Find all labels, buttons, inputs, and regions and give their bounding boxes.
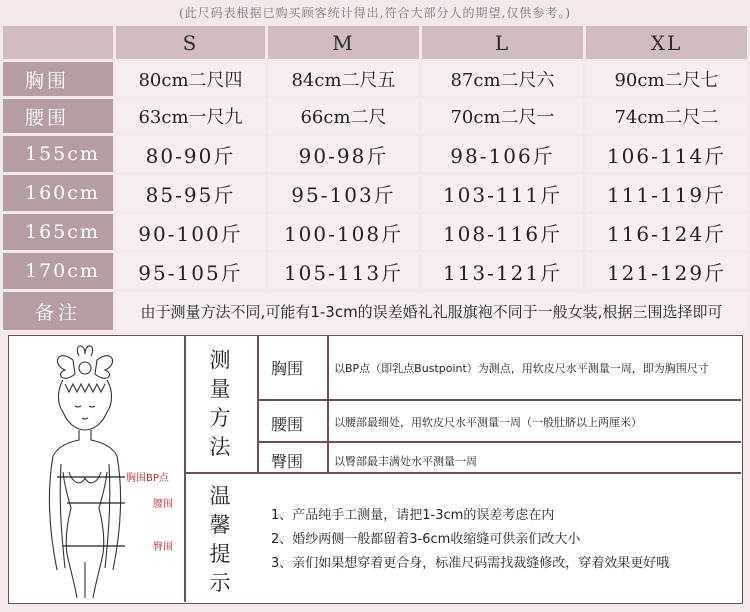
row-label-170cm: 170cm <box>3 253 113 289</box>
hip-label: 臀围 <box>153 542 173 553</box>
measure-title: 测 量 方 法 <box>209 348 231 459</box>
measure-desc-waist: 以腰部最细处，用软皮尺水平测量一周（一般肚脐以上两厘米） <box>334 416 642 429</box>
table-cell: 70cm二尺一 <box>422 99 583 133</box>
table-cell: 85-95斤 <box>116 175 265 211</box>
size-header-l: L <box>422 26 583 59</box>
measure-desc-bust: 以BP点（即乳点Bustpoint）为测点，用软皮尺水平测量一周，即为胸围尺寸 <box>334 362 709 375</box>
divider <box>257 336 259 472</box>
size-header-s: S <box>116 26 265 59</box>
table-cell: 90-100斤 <box>116 214 265 250</box>
table-cell: 106-114斤 <box>586 136 747 172</box>
table-cell: 113-121斤 <box>422 253 583 289</box>
size-header-m: M <box>268 26 419 59</box>
table-cell: 80cm二尺四 <box>116 62 265 96</box>
remark-label: 备注 <box>3 292 113 330</box>
body-figure <box>13 340 185 598</box>
row-label-160cm: 160cm <box>3 175 113 211</box>
table-cell: 84cm二尺五 <box>268 62 419 96</box>
divider <box>257 399 741 401</box>
table-cell: 98-106斤 <box>422 136 583 172</box>
table-cell: 121-129斤 <box>586 253 747 289</box>
divider <box>184 336 186 602</box>
row-label-155cm: 155cm <box>3 136 113 172</box>
waist-label: 腰围 <box>153 499 173 510</box>
measure-item-waist: 腰围 <box>271 415 304 434</box>
row-label-165cm: 165cm <box>3 214 113 250</box>
measure-desc-hip: 以臀部最丰满处水平测量一周 <box>334 455 477 468</box>
table-cell: 95-103斤 <box>268 175 419 211</box>
divider <box>257 441 741 443</box>
remark-text: 由于测量方法不同,可能有1-3cm的误差婚礼礼服旗袍不同于一般女装,根据三围选择即可 <box>116 292 747 330</box>
table-cell: 105-113斤 <box>268 253 419 289</box>
table-cell: 103-111斤 <box>422 175 583 211</box>
size-header-xl: XL <box>586 26 747 59</box>
measure-item-hip: 臀围 <box>271 452 304 471</box>
table-cell: 95-105斤 <box>116 253 265 289</box>
table-cell: 90cm二尺七 <box>586 62 747 96</box>
woman-silhouette-icon <box>13 340 185 598</box>
table-cell: 90-98斤 <box>268 136 419 172</box>
tip-item: 2、婚纱两侧一般都留着3-6cm收缩缝可供亲们改大小 <box>271 532 581 547</box>
divider <box>184 472 741 474</box>
row-label-bust: 胸围 <box>3 62 113 96</box>
bust-label: 胸围BP点 <box>126 473 169 484</box>
tip-item: 3、亲们如果想穿着更合身，标准尺码需找裁缝修改，穿着效果更好哦 <box>271 556 670 571</box>
table-cell: 100-108斤 <box>268 214 419 250</box>
table-cell: 108-116斤 <box>422 214 583 250</box>
measure-item-bust: 胸围 <box>271 359 304 378</box>
divider <box>327 336 329 472</box>
table-cell: 74cm二尺二 <box>586 99 747 133</box>
tips-title: 温 馨 提 示 <box>209 484 231 595</box>
table-cell: 66cm二尺 <box>268 99 419 133</box>
table-corner <box>3 26 113 59</box>
table-cell: 116-124斤 <box>586 214 747 250</box>
row-label-waist: 腰围 <box>3 99 113 133</box>
table-cell: 63cm一尺九 <box>116 99 265 133</box>
tip-item: 1、产品纯手工测量，请把1-3cm的误差考虑在内 <box>271 508 555 523</box>
table-cell: 80-90斤 <box>116 136 265 172</box>
table-cell: 111-119斤 <box>586 175 747 211</box>
table-cell: 87cm二尺六 <box>422 62 583 96</box>
top-note: (此尺码表根据已购买顾客统计得出,符合大部分人的期望,仅供参考。) <box>179 6 571 20</box>
measurement-guide <box>8 335 743 604</box>
